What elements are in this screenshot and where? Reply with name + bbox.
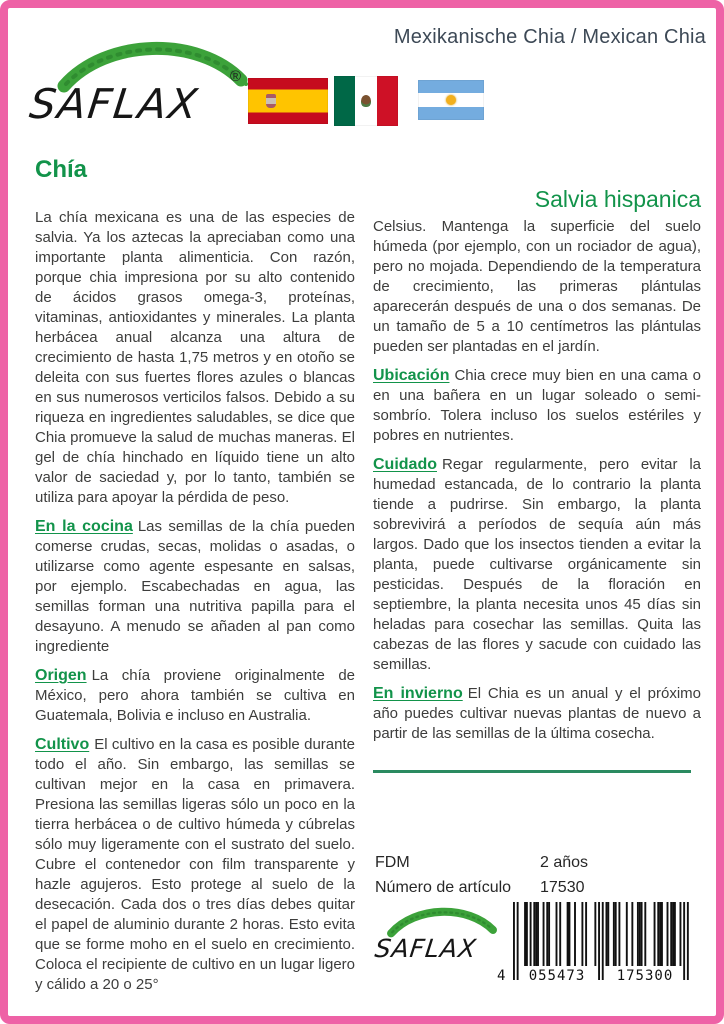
section-text: El Chia es un anual y el próximo año puedes cultivar nuevas plantas de nuevo a partir de las semillas de la última cosecha. — [373, 685, 701, 742]
section-en-la-cocina — [35, 517, 355, 657]
barcode-digits-right: 175300 — [616, 968, 674, 984]
section-heading: Cultivo — [35, 736, 90, 753]
ean13-barcode — [497, 902, 697, 990]
section-heading: Origen — [35, 667, 87, 684]
section-cultivo — [35, 735, 355, 995]
section-heading: Cuidado — [373, 456, 437, 473]
brand-wordmark: SAFLAX — [373, 934, 479, 963]
spec-row-fdm — [375, 853, 697, 872]
section-ubicacion — [373, 366, 701, 446]
left-column — [35, 152, 355, 1016]
section-heading: Ubicación — [373, 367, 450, 384]
section-heading: En invierno — [373, 685, 463, 702]
spec-value: 17530 — [540, 879, 585, 896]
section-text: Las semillas de la chía pueden comerse crudas, secas, molidas o asadas, o utilizarse como agente espesante en salsas, por ejemplo. Escabechadas en agua, las semillas forman una nutritiva papilla para el desayuno. A menudo se añaden al pan como ingrediente — [35, 518, 355, 655]
spain-flag-icon — [248, 78, 328, 124]
argentina-flag-icon — [418, 80, 484, 120]
section-text: La chía proviene originalmente de México, pero ahora también se cultiva en Guatemala, Bolivia e incluso en Australia. — [35, 667, 355, 724]
spec-label: Número de artículo — [375, 879, 512, 896]
flag-row — [248, 68, 508, 124]
continuation-paragraph: Celsius. Mantenga la superficie del suelo húmeda (por ejemplo, con un rociador de agua), pero no mojada. Dependiendo de la temperatura de crecimiento, las primeras plántulas aparecerán después de una o dos semanas. De un tamaño de 5 a 10 centímetros las plántulas pueden ser plantadas en el jardín. — [373, 218, 701, 355]
spain-coat-of-arms-icon — [266, 94, 276, 108]
intro-paragraph: La chía mexicana es una de las especies de salvia. Ya los aztecas la apreciaban como una importante planta alimenticia. Con razón, porque chia impresiona por su alto contenido de ácidos grasos omega-3, proteínas, vitaminas, antioxidantes y minerales. La planta herbácea anual alcanza una altura de crecimiento de hasta 1,75 metros y en otoño se deleita con sus fuertes flores azules o blancas en sus numerosos verticilos falsos. Debido a su riqueza en ingredientes saludables, se dice que Chia promueve la salud de muchas maneras. El gel de chía hinchado en líquido tiene un alto valor de saciedad y, por lo tanto, también se utiliza para apoyar la pérdida de peso. — [35, 209, 355, 506]
section-origen — [35, 666, 355, 726]
spec-label: FDM — [375, 854, 410, 871]
section-text: Chia crece muy bien en una cama o en una bañera en un lugar soleado o semi-sombrío. Tolera incluso los suelos estériles y pobres en nutrientes. — [373, 367, 701, 444]
variety-title: Mexikanische Chia / Mexican Chia — [393, 26, 706, 48]
barcode-digits-left: 055473 — [528, 968, 586, 984]
argentina-sun-icon — [446, 95, 456, 105]
mexico-eagle-emblem-icon — [361, 95, 371, 107]
registered-trademark-icon: ® — [230, 68, 242, 85]
divider-rule — [373, 770, 691, 773]
spec-value: 2 años — [540, 854, 589, 871]
section-heading: En la cocina — [35, 518, 133, 535]
barcode-digit-first: 4 — [497, 968, 506, 984]
brand-wordmark: SAFLAX — [27, 80, 202, 128]
section-en-invierno — [373, 684, 701, 744]
section-cuidado — [373, 455, 701, 675]
botanical-name: Salvia hispanica — [534, 186, 701, 212]
saflax-logo-small — [373, 896, 505, 986]
section-text: Regar regularmente, pero evitar la humedad estancada, de lo contrario la planta tiende a pudrirse. Sin embargo, la planta sobrevivirá a períodos de sequía aún más largos. Dado que los insectos tienden a evitar la planta, puede cultivarse orgánicamente sin pesticidas. Después de la floración en septiembre, la planta necesita unos 45 días sin heladas para cosechar las semillas. Quita las cabezas de las flores y sacude con cuidado las semillas. — [373, 456, 701, 673]
mexico-flag-icon — [334, 76, 398, 126]
content-columns — [35, 152, 701, 1016]
right-column — [373, 152, 701, 1016]
section-text: El cultivo en la casa es posible durante todo el año. Sin embargo, las semillas se cultivan mejor en la casa en primavera. Presiona las semillas ligeras sólo un poco en la tierra herbácea o de cultivo húmeda y cúbrelas sólo muy ligeramente con el sustrato del suelo. Cubre el contenedor con film transparente y hazle agujeros. Esto protege al suelo de la desecación. Cada dos o tres días debes quitar el papel de aluminio durante 2 horas. Esto evita que se forme moho en el suelo en crecimiento. Coloca el recipiente de cultivo en un lugar ligero y cálido a 20 o 25° — [35, 736, 355, 993]
spec-row-article-number — [375, 878, 697, 897]
page-title: Chía — [35, 156, 88, 183]
saflax-logo — [27, 24, 255, 134]
